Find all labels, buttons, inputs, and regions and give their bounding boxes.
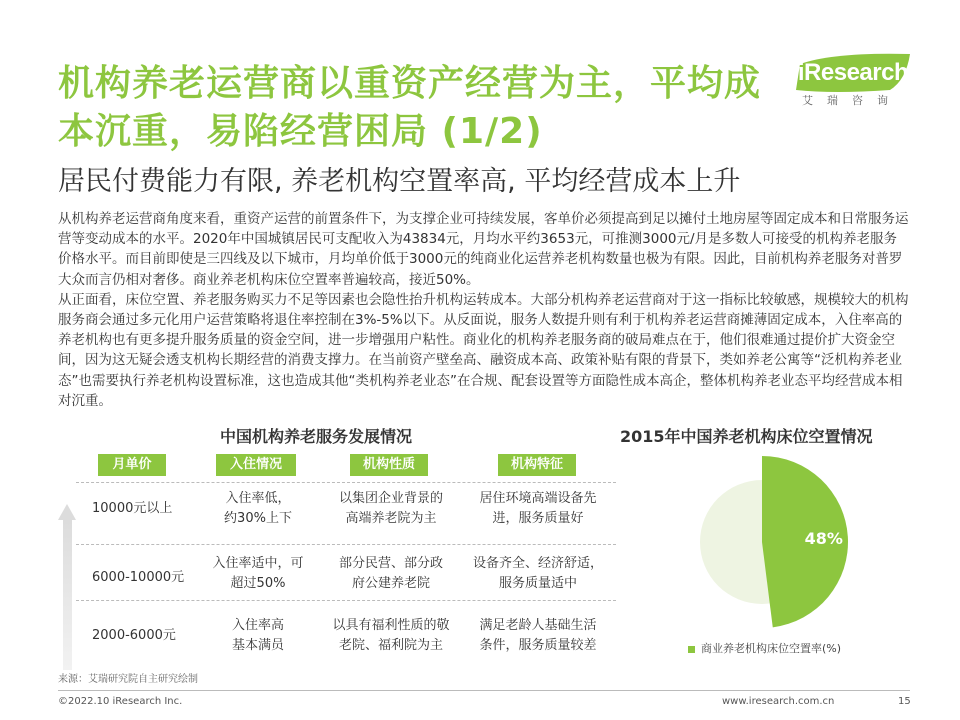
table-section-title: 中国机构养老服务发展情况 <box>220 427 413 446</box>
header-occupancy: 入住情况 <box>216 454 296 476</box>
chart-legend <box>688 640 841 656</box>
chart-title: 2015年中国养老机构床位空置情况 <box>620 427 873 446</box>
table-cell-feature: 设备齐全、经济舒适， 服务质量适中 <box>472 556 603 591</box>
footer-copyright: ©2022.10 iResearch Inc. <box>58 696 183 707</box>
table-cell-occupancy: 入住率低， 约30%上下 <box>224 491 292 526</box>
table-cell-occupancy: 入住率高 基本满员 <box>231 618 284 653</box>
body-text <box>58 209 910 411</box>
legend-swatch <box>688 646 695 653</box>
page-title: 机构养老运营商以重资产经营为主，平均成本沉重，易陷经营困局 (1/2) <box>58 63 762 152</box>
pie-data-label: 48% <box>804 529 843 549</box>
page-number: 15 <box>898 696 911 707</box>
source-note: 来源：艾瑞研究院自主研究绘制 <box>58 674 198 685</box>
page-subtitle: 居民付费能力有限, 养老机构空置率高, 平均经营成本上升 <box>58 166 741 197</box>
arrow-up-icon <box>58 504 76 520</box>
body-paragraph: 从正面看，床位空置、养老服务购买力不足等因素也会隐性抬升机构运转成本。大部分机构养老运营商对于这一指标比较敏感，规模较大的机构服务商会通过多元化用户运营策略将退住率控制在3%-5%以下。从反面说，服务人数提升则有利于机构养老运营商摊薄固定成本，入住率高的养老机构也有更多提升服务质量的资金空间，进一步增强用户粘性。商业化的机构养老服务商的破局难点在于，他们很难通过提价扩大资金空间，因为这无疑会透支机构长期经营的消费支撑力。在当前资产壁垒高、融资成本高、政策补贴有限的背景下，类如养老公寓等“泛机构养老业态”也需要执行养老机构设置标准，这也造成其他“类机构养老业态”在合规、配套设置等方面隐性成本高企，整体机构养老业态平均经营成本相对沉重。 <box>58 291 909 409</box>
arrow-shaft <box>63 520 72 670</box>
footer-divider <box>58 690 910 691</box>
table-cell-nature: 以具有福利性质的敬 老院、福利院为主 <box>332 618 450 653</box>
footer-url[interactable]: www.iresearch.com.cn <box>722 696 835 707</box>
table-cell-nature: 部分民营、部分政 府公建养老院 <box>338 556 443 591</box>
table-cell-price: 2000-6000元 <box>92 628 176 643</box>
row-divider <box>76 600 616 601</box>
table-cell-nature: 以集团企业背景的 高端养老院为主 <box>338 491 443 526</box>
development-table <box>58 448 618 674</box>
table-cell-feature: 满足老龄人基础生活 条件，服务质量较差 <box>479 618 597 653</box>
logo-wordmark: iResearch <box>797 59 909 86</box>
iresearch-logo <box>794 50 914 112</box>
table-cell-price: 6000-10000元 <box>92 570 185 585</box>
logo-subtext: 艾瑞咨询 <box>802 94 902 107</box>
table-cell-feature: 居住环境高端设备先 进，服务质量好 <box>479 491 597 526</box>
table-cell-occupancy: 入住率适中，可 超过50% <box>212 556 304 591</box>
vacancy-pie-chart <box>696 454 843 630</box>
header-nature: 机构性质 <box>350 454 428 476</box>
row-divider <box>76 482 616 483</box>
legend-label: 商业养老机构床位空置率(%) <box>701 642 842 655</box>
body-paragraph: 从机构养老运营商角度来看，重资产运营的前置条件下，为支撑企业可持续发展，客单价必须提高到足以摊付土地房屋等固定成本和日常服务运营等变动成本的水平。2020年中国城镇居民可支配收入为43834元，月均水平约3653元，可推测3000元/月是多数人可接受的机构养老服务价格水平。而目前即使是三四线及以下城市，月均单价低于3000元的纯商业化运营养老机构数量也极为有限。因此，目前机构养老服务对普罗大众而言仍相对奢侈。商业养老机构床位空置率普遍较高，接近50%。 <box>58 211 909 288</box>
row-divider <box>76 544 616 545</box>
table-cell-price: 10000元以上 <box>92 501 173 516</box>
header-price: 月单价 <box>98 454 166 476</box>
header-feature: 机构特征 <box>498 454 576 476</box>
